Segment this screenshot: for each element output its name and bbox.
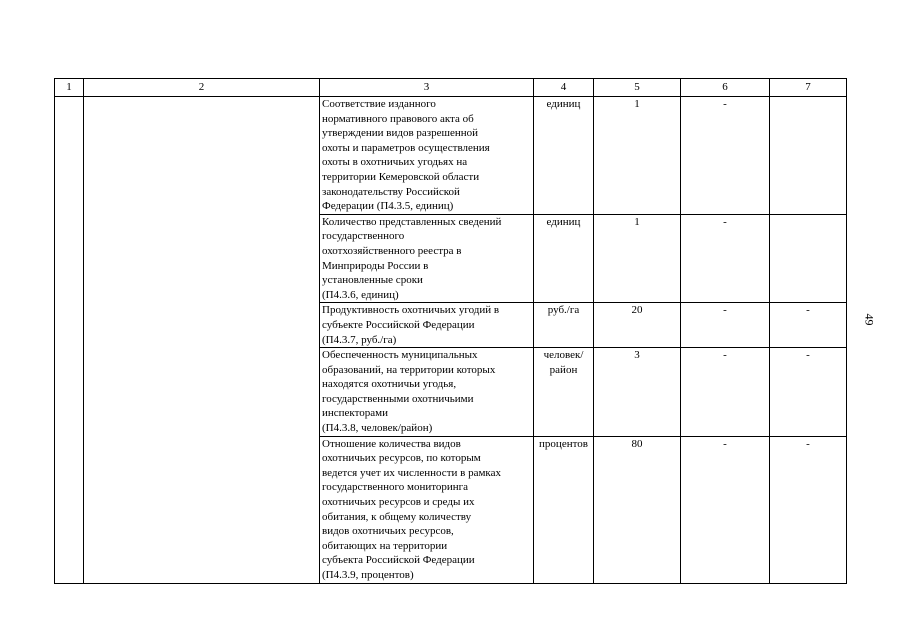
indicator-line: ведется учет их численности в рамках <box>322 466 501 479</box>
indicator-line: Отношение количества видов <box>322 437 461 450</box>
indicator-line: утверждении видов разрешенной <box>322 127 479 140</box>
indicator-cell <box>320 97 534 215</box>
unit-cell: единиц <box>534 214 594 303</box>
header-cell-5: 5 <box>594 79 681 97</box>
unit-cell: руб./га <box>534 303 594 348</box>
col7-cell: - <box>770 436 847 583</box>
indicator-line: Федерации (П4.3.5, единиц) <box>322 200 454 213</box>
unit-line: район <box>549 363 578 376</box>
indicator-line: законодательству Российской <box>322 185 460 198</box>
indicator-line: государственного мониторинга <box>322 481 469 494</box>
page-number: 49 <box>862 313 877 326</box>
indicator-line: субъекте Российской Федерации <box>322 318 475 331</box>
indicator-line: обитания, к общему количеству <box>322 510 472 523</box>
empty-cell-col2 <box>84 97 320 584</box>
indicator-line: обитающих на территории <box>322 539 448 552</box>
value-cell: 1 <box>594 97 681 215</box>
col7-cell: - <box>770 348 847 437</box>
col7-cell: - <box>770 303 847 348</box>
unit-cell: процентов <box>534 436 594 583</box>
indicator-line: охотхозяйственного реестра в <box>322 244 462 257</box>
col6-cell: - <box>681 436 770 583</box>
indicator-line: видов охотничьих ресурсов, <box>322 525 454 538</box>
indicator-line: государственного <box>322 230 405 243</box>
header-cell-2: 2 <box>84 79 320 97</box>
indicator-line: инспекторами <box>322 407 389 420</box>
value-cell: 80 <box>594 436 681 583</box>
indicator-line: Минприроды России в <box>322 259 429 272</box>
indicators-table <box>54 78 847 584</box>
col7-cell <box>770 214 847 303</box>
indicator-line: (П4.3.7, руб./га) <box>322 333 397 346</box>
indicator-line: государственными охотничьими <box>322 392 474 405</box>
header-cell-1: 1 <box>55 79 84 97</box>
col7-cell <box>770 97 847 215</box>
unit-cell: единиц <box>534 97 594 215</box>
indicator-line: находятся охотничьи угодья, <box>322 378 457 391</box>
indicator-line: Продуктивность охотничьих угодий в <box>322 304 500 317</box>
indicator-line: охотничьих ресурсов, по которым <box>322 452 481 465</box>
col6-cell: - <box>681 348 770 437</box>
unit-cell <box>534 348 594 437</box>
indicator-line: (П4.3.9, процентов) <box>322 569 414 581</box>
indicator-line: охоты в охотничьих угодьях на <box>322 156 468 169</box>
indicator-line: установленные сроки <box>322 274 423 287</box>
value-cell: 3 <box>594 348 681 437</box>
indicator-line: Количество представленных сведений <box>322 215 502 228</box>
unit-line: человек/ <box>543 349 584 362</box>
header-cell-7: 7 <box>770 79 847 97</box>
header-row <box>55 79 847 97</box>
indicator-line: нормативного правового акта об <box>322 112 474 125</box>
col6-cell: - <box>681 303 770 348</box>
indicator-line: Соответствие изданного <box>322 98 436 110</box>
indicator-line: территории Кемеровской области <box>322 170 480 183</box>
indicator-line: Обеспеченность муниципальных <box>322 349 478 362</box>
header-cell-4: 4 <box>534 79 594 97</box>
indicator-cell <box>320 303 534 348</box>
indicator-line: охотничьих ресурсов и среды их <box>322 496 475 509</box>
header-cell-6: 6 <box>681 79 770 97</box>
indicator-line: субъекта Российской Федерации <box>322 554 475 567</box>
indicator-cell <box>320 436 534 583</box>
indicator-cell <box>320 348 534 437</box>
indicator-line: охоты и параметров осуществления <box>322 141 490 154</box>
indicator-line: (П4.3.6, единиц) <box>322 288 399 301</box>
indicator-line: (П4.3.8, человек/район) <box>322 422 433 435</box>
value-cell: 1 <box>594 214 681 303</box>
empty-cell-col1 <box>55 97 84 584</box>
header-cell-3: 3 <box>320 79 534 97</box>
value-cell: 20 <box>594 303 681 348</box>
table-row <box>55 97 847 215</box>
col6-cell: - <box>681 214 770 303</box>
indicator-cell <box>320 214 534 303</box>
indicator-line: образований, на территории которых <box>322 363 496 376</box>
col6-cell: - <box>681 97 770 215</box>
